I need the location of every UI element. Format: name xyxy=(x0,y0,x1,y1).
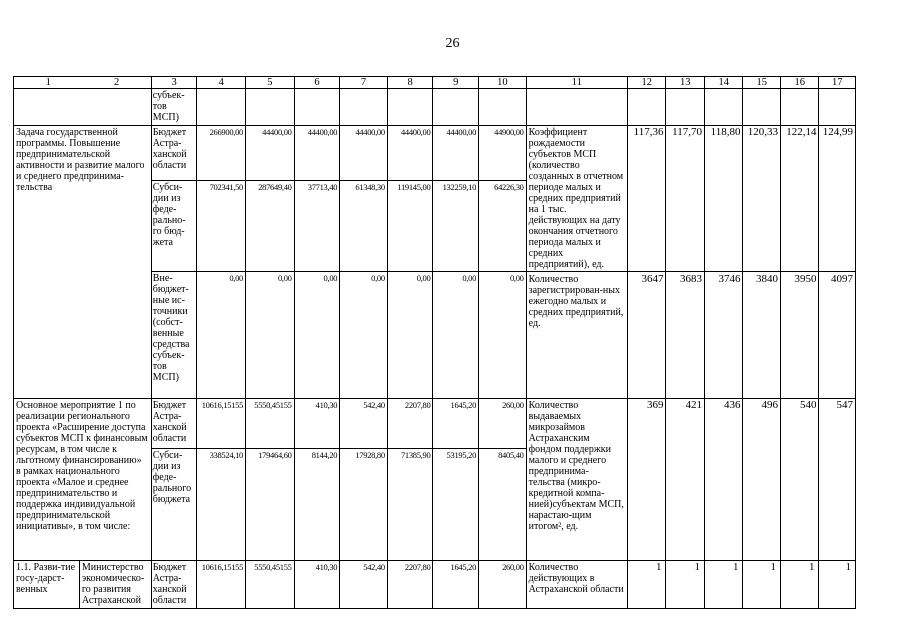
indicator-value: 117,70 xyxy=(666,126,705,272)
table-row xyxy=(14,126,856,181)
cell: 2207,80 xyxy=(387,561,433,609)
cell: 71385,90 xyxy=(387,449,433,561)
cell: 2207,80 xyxy=(387,399,433,449)
cell: 119145,00 xyxy=(387,181,433,272)
cell xyxy=(294,89,340,126)
header-cell: 12 xyxy=(627,77,666,89)
indicator-value: 4097 xyxy=(819,272,856,399)
cell: 10616,15155 xyxy=(197,561,246,609)
header-cell: 16 xyxy=(780,77,819,89)
table-row xyxy=(14,89,856,126)
cell: 0,00 xyxy=(246,272,295,399)
header-cell: 8 xyxy=(387,77,433,89)
cell: 44400,00 xyxy=(387,126,433,181)
cell: 1645,20 xyxy=(433,561,479,609)
indicator-value: 496 xyxy=(743,399,780,561)
indicator-value: 421 xyxy=(666,399,705,561)
cell: 132259,10 xyxy=(433,181,479,272)
cell: 287649,40 xyxy=(246,181,295,272)
indicator-value: 1 xyxy=(627,561,666,609)
cell: Бюджет Астра- ханской области xyxy=(151,126,197,181)
cell xyxy=(479,89,527,126)
cell: 44400,00 xyxy=(246,126,295,181)
cell: Вне- бюджет- ные ис- точники (собст- венные средства субъек- тов МСП) xyxy=(151,272,197,399)
header-cell: 13 xyxy=(666,77,705,89)
cell: 542,40 xyxy=(340,561,388,609)
cell: 0,00 xyxy=(340,272,388,399)
cell xyxy=(526,89,627,126)
header-cell xyxy=(14,77,152,89)
measure-name: Основное мероприятие 1 по реализации регионального проекта «Расширение доступа субъектов МСП к финансовым ресурсам, в том числе к льготному финансированию» в рамках национального проекта «Малое и среднее предпринимательство и поддержка индивидуальной предпринимательской инициативы», в том числе: xyxy=(14,399,152,561)
cell: 260,00 xyxy=(479,561,527,609)
indicator-name: Количество выдаваемых микрозаймов Астраханским фондом поддержки малого и среднего предпринима-тельства (микро-кредитной компа-нией)субъектам МСП, нарастаю-щим итогом², ед. xyxy=(526,399,627,561)
cell: 17928,80 xyxy=(340,449,388,561)
cell: 0,00 xyxy=(294,272,340,399)
header-cell: 9 xyxy=(433,77,479,89)
indicator-value: 1 xyxy=(780,561,819,609)
indicator-value: 3647 xyxy=(627,272,666,399)
indicator-value: 540 xyxy=(780,399,819,561)
indicator-value: 1 xyxy=(704,561,743,609)
cell: 0,00 xyxy=(479,272,527,399)
header-cell: 7 xyxy=(340,77,388,89)
cell: 10616,15155 xyxy=(197,399,246,449)
cell: 44400,00 xyxy=(433,126,479,181)
indicator-value: 1 xyxy=(666,561,705,609)
cell xyxy=(197,89,246,126)
cell: субъек- тов МСП) xyxy=(151,89,197,126)
task-name: Задача государственной программы. Повышение предпринимательской активности и развитие малого и среднего предпринима-тельства xyxy=(14,126,152,399)
indicator-value: 124,99 xyxy=(819,126,856,272)
cell xyxy=(819,89,856,126)
cell: 410,30 xyxy=(294,561,340,609)
indicator-value: 3950 xyxy=(780,272,819,399)
indicator-name: Количество действующих в Астраханской области xyxy=(526,561,627,609)
indicator-value: 3683 xyxy=(666,272,705,399)
cell xyxy=(246,89,295,126)
cell: 44900,00 xyxy=(479,126,527,181)
header-cell: 17 xyxy=(819,77,856,89)
cell: Бюджет Астра- ханской области xyxy=(151,399,197,449)
cell: 0,00 xyxy=(433,272,479,399)
header-row xyxy=(14,77,856,89)
program-table xyxy=(13,76,856,609)
cell: 5550,45155 xyxy=(246,561,295,609)
sub-executor: Министерство экономическо-го развития Астраханской xyxy=(79,561,151,609)
cell xyxy=(14,89,152,126)
indicator-value: 436 xyxy=(704,399,743,561)
header-cell: 4 xyxy=(197,77,246,89)
cell: 542,40 xyxy=(340,399,388,449)
cell xyxy=(666,89,705,126)
cell xyxy=(433,89,479,126)
indicator-value: 547 xyxy=(819,399,856,561)
indicator-value: 369 xyxy=(627,399,666,561)
cell: 179464,60 xyxy=(246,449,295,561)
cell: 5550,45155 xyxy=(246,399,295,449)
header-cell: 5 xyxy=(246,77,295,89)
cell: Бюджет Астра- ханской области xyxy=(151,561,197,609)
cell: 61348,30 xyxy=(340,181,388,272)
indicator-value: 120,33 xyxy=(743,126,780,272)
header-cell: 6 xyxy=(294,77,340,89)
cell: 338524,10 xyxy=(197,449,246,561)
cell: 44400,00 xyxy=(340,126,388,181)
cell: 0,00 xyxy=(387,272,433,399)
indicator-value: 3746 xyxy=(704,272,743,399)
indicator-value: 1 xyxy=(743,561,780,609)
indicator-name: Количество зарегистрирован-ных ежегодно малых и средних предприятий, ед. xyxy=(526,272,627,399)
header-cell: 11 xyxy=(526,77,627,89)
cell: 266900,00 xyxy=(197,126,246,181)
cell xyxy=(340,89,388,126)
header-cell-1: 1 xyxy=(45,77,51,88)
table-row xyxy=(14,399,856,449)
indicator-value: 3840 xyxy=(743,272,780,399)
sub-name: 1.1. Разви-тие госу-дарст-венных xyxy=(14,561,80,609)
cell: 410,30 xyxy=(294,399,340,449)
cell xyxy=(780,89,819,126)
header-cell-2: 2 xyxy=(113,77,120,88)
cell: 53195,20 xyxy=(433,449,479,561)
cell: 44400,00 xyxy=(294,126,340,181)
cell: 260,00 xyxy=(479,399,527,449)
indicator-value: 122,14 xyxy=(780,126,819,272)
cell: 0,00 xyxy=(197,272,246,399)
cell xyxy=(743,89,780,126)
cell: Субси- дии из феде- рального бюджета xyxy=(151,449,197,561)
cell: 8405,40 xyxy=(479,449,527,561)
cell: 8144,20 xyxy=(294,449,340,561)
cell: 1645,20 xyxy=(433,399,479,449)
cell: 702341,50 xyxy=(197,181,246,272)
cell xyxy=(704,89,743,126)
indicator-name: Коэффициент рождаемости субъектов МСП (количество созданных в отчетном периоде малых и средних предприятий на 1 тыс. действующих на дату окончания отчетного периода малых и средних предприятий), ед. xyxy=(526,126,627,272)
header-cell: 3 xyxy=(151,77,197,89)
cell: 64226,30 xyxy=(479,181,527,272)
header-cell: 14 xyxy=(704,77,743,89)
indicator-value: 117,36 xyxy=(627,126,666,272)
indicator-value: 1 xyxy=(819,561,856,609)
cell xyxy=(627,89,666,126)
cell xyxy=(387,89,433,126)
indicator-value: 118,80 xyxy=(704,126,743,272)
header-cell: 10 xyxy=(479,77,527,89)
cell: 37713,40 xyxy=(294,181,340,272)
table-row xyxy=(14,561,856,609)
cell: Субси- дии из феде- рально- го бюд- жета xyxy=(151,181,197,272)
header-cell: 15 xyxy=(743,77,780,89)
page-number: 26 xyxy=(445,36,460,51)
